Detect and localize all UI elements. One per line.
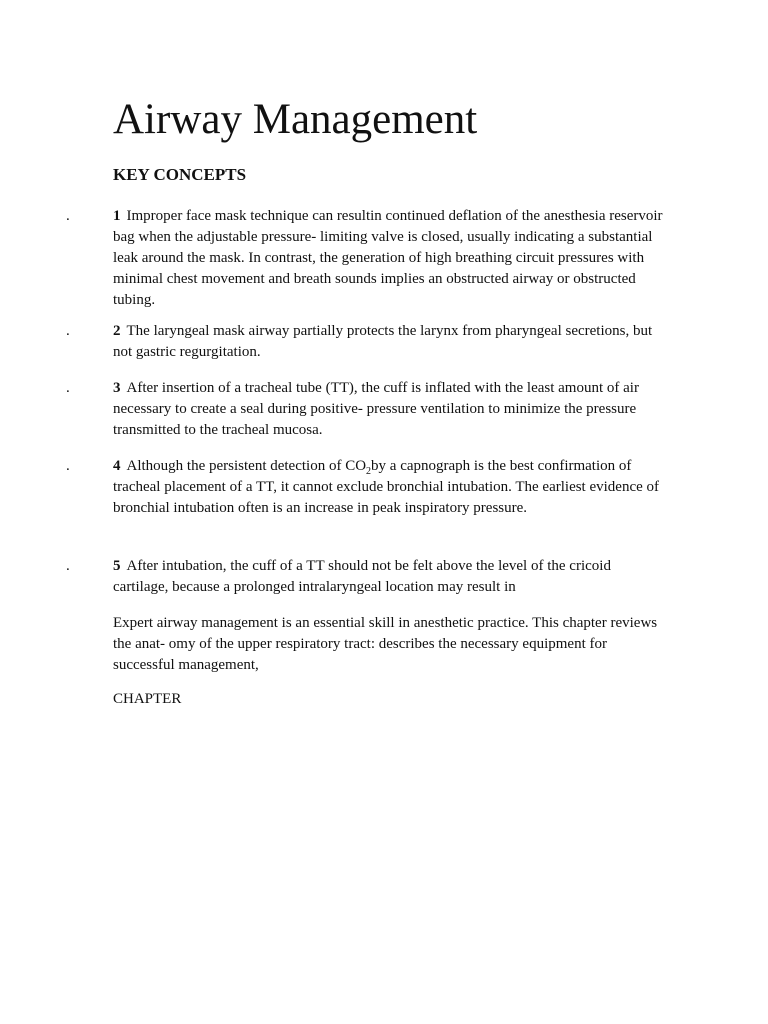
- concept-number: 3: [113, 380, 121, 396]
- concept-text: [113, 556, 665, 598]
- concept-body: Improper face mask technique can resultin continued deflation of the anesthesia reservoir bag when the adjustable pressure- limiting valve is closed, usually indicating a substantial leak around the mask. In contrast, the generation of high breathing circuit pressures with minimal chest movement and breath sounds implies an obstructed airway or obstructed tubing.: [113, 208, 663, 308]
- section-heading: KEY CONCEPTS: [113, 165, 247, 184]
- page-title: Airway Management: [113, 96, 478, 143]
- chapter-label: CHAPTER: [113, 691, 182, 707]
- concept-number: 1: [113, 208, 121, 224]
- concept-body: After insertion of a tracheal tube (TT), the cuff is inflated with the least amount of air necessary to create a seal during positive- pressure ventilation to minimize the pressure transmitted to the tracheal mucosa.: [113, 380, 639, 438]
- concept-body-end: by a capnograph is the best confirmation of tracheal placement of a TT, it cannot exclude bronchial intubation. The earliest evidence of bronchial intubation often is an increase in peak inspiratory pressure.: [113, 458, 660, 516]
- concept-number: 2: [113, 323, 121, 339]
- co2-subscript: 2: [366, 466, 372, 477]
- concept-text: [113, 378, 665, 441]
- concept-body: The laryngeal mask airway partially protects the larynx from pharyngeal secretions, but not gastric regurgitation.: [113, 323, 653, 360]
- intro-paragraph: Expert airway management is an essential skill in anesthetic practice. This chapter reviews the anat- omy of the upper respiratory tract: describes the necessary equipment for successful management,: [113, 615, 658, 673]
- concept-number: 5: [113, 558, 121, 574]
- bullet-marker: .: [66, 380, 70, 396]
- bullet-marker: .: [66, 208, 70, 224]
- concept-body-start: Although the persistent detection of CO: [126, 458, 367, 474]
- concept-text: [113, 321, 665, 363]
- bullet-marker: .: [66, 458, 70, 474]
- bullet-marker: .: [66, 558, 70, 574]
- concept-body: After intubation, the cuff of a TT should not be felt above the level of the cricoid cartilage, because a prolonged intralaryngeal location may result in: [113, 558, 611, 595]
- concept-number: 4: [113, 458, 121, 474]
- bullet-marker: .: [66, 323, 70, 339]
- concept-text: [113, 206, 665, 311]
- concept-text: [113, 456, 665, 519]
